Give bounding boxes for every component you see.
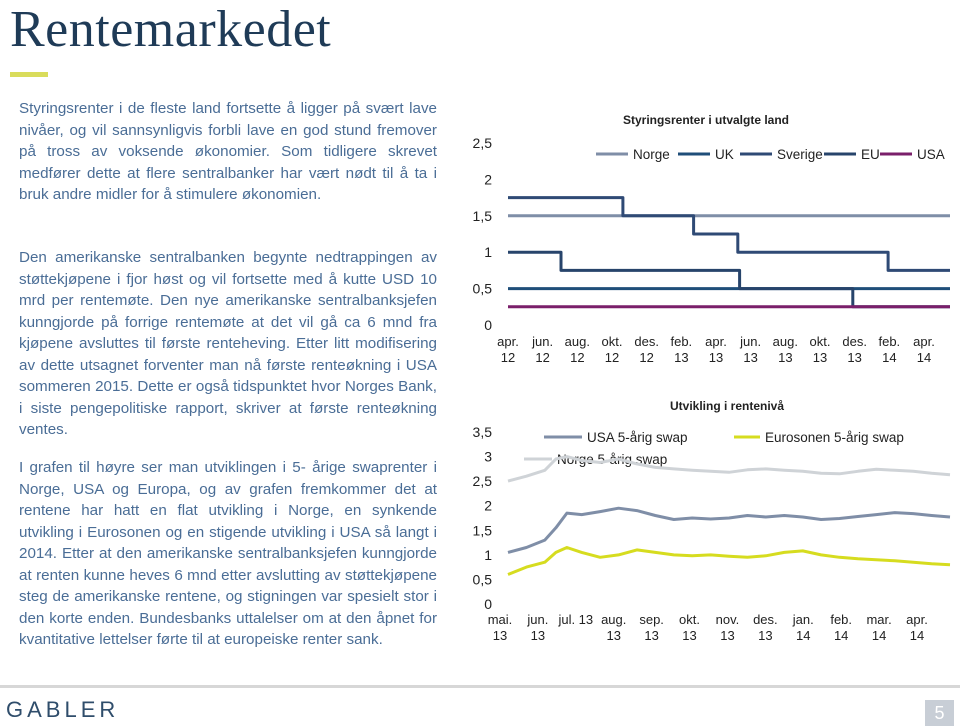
series-line bbox=[508, 548, 950, 575]
footer-divider bbox=[0, 685, 960, 688]
x-tick-label: jun. 13 bbox=[740, 334, 762, 365]
x-tick-label: apr. 14 bbox=[906, 612, 928, 643]
x-tick-label: jul. 13 bbox=[558, 612, 594, 627]
chart-swap-rates bbox=[462, 396, 960, 652]
legend-label: Sverige bbox=[777, 147, 823, 162]
legend-label: Eurosonen 5-årig swap bbox=[765, 430, 904, 445]
x-tick-label: feb. 14 bbox=[878, 334, 901, 365]
paragraph-policy-rates: Styringsrenter i de fleste land fortsette å ligger på svært lave nivåer, og vil sannsynligvis forbli lave en god stund fremover på tross av voksende økonomier. Som tidligere skrevet medfører dette at flere sentralbanker har vært nødt til å ta i bruk andre midler for å stimulere økonomien. bbox=[19, 100, 437, 203]
legend-label: USA bbox=[917, 147, 945, 162]
y-tick-label: 2,5 bbox=[472, 473, 492, 490]
y-tick-label: 0,5 bbox=[472, 280, 492, 297]
x-tick-label: sep. 13 bbox=[639, 612, 664, 643]
y-tick-label: 1,5 bbox=[472, 522, 492, 539]
x-tick-label: aug. 12 bbox=[564, 334, 590, 365]
x-tick-label: des. 12 bbox=[634, 334, 659, 365]
legend-label: Norge bbox=[633, 147, 670, 162]
x-tick-label: jun. 12 bbox=[532, 334, 554, 365]
x-tick-label: nov. 13 bbox=[715, 612, 740, 643]
paragraph-swap-rates: I grafen til høyre ser man utviklingen i 5- årige swaprenter i Norge, USA og Europa, og av grafen fremkommer det at rentene har hatt en flat utvikling i Norge, en synkende utvikling i Eurosonen og en stigende utvikling i USA så langt i 2014. Etter at den amerikanske sentralbanksjefen kunngjorde at renten kunne heves 6 mnd etter avslutting av støttekjøpene steg de amerikanske rentene, og stigningen var spesielt stor i den korte enden. Bundesbanks uttalelser om at den åpnet for kvantitative lettelser førte til at europeiske renter sank. bbox=[19, 459, 437, 648]
y-tick-label: 0 bbox=[484, 317, 492, 333]
series-line bbox=[508, 252, 950, 307]
x-tick-label: aug. 13 bbox=[601, 612, 627, 643]
x-tick-label: apr. 12 bbox=[497, 334, 519, 365]
x-tick-label: des. 13 bbox=[753, 612, 778, 643]
y-tick-label: 1,5 bbox=[472, 207, 492, 224]
y-tick-label: 3 bbox=[484, 448, 492, 465]
y-tick-label: 2,5 bbox=[472, 135, 492, 151]
x-tick-label: des. 13 bbox=[842, 334, 867, 365]
x-tick-label: feb. 13 bbox=[670, 334, 693, 365]
chart-title: Styringsrenter i utvalgte land bbox=[622, 113, 790, 127]
x-tick-label: okt. 12 bbox=[601, 334, 623, 365]
y-tick-label: 1 bbox=[484, 244, 492, 261]
y-tick-label: 2 bbox=[484, 171, 492, 188]
x-tick-label: mai. 13 bbox=[487, 612, 513, 643]
y-tick-label: 0 bbox=[484, 596, 492, 612]
y-tick-label: 1 bbox=[484, 546, 492, 563]
title-accent-bar bbox=[10, 72, 48, 77]
y-tick-label: 3,5 bbox=[472, 424, 492, 440]
x-tick-label: jun. 13 bbox=[527, 612, 549, 643]
legend-label: USA 5-årig swap bbox=[587, 430, 688, 445]
x-tick-label: mar. 14 bbox=[866, 612, 892, 643]
x-tick-label: jan. 14 bbox=[792, 612, 814, 643]
series-line bbox=[508, 198, 950, 271]
legend-label: EU bbox=[861, 147, 880, 162]
chart-policy-rates bbox=[462, 110, 960, 368]
x-tick-label: okt. 13 bbox=[679, 612, 701, 643]
x-tick-label: feb. 14 bbox=[830, 612, 853, 643]
legend-label: UK bbox=[715, 147, 734, 162]
legend-label: Norge 5-årig swap bbox=[557, 452, 668, 467]
x-tick-label: apr. 13 bbox=[705, 334, 727, 365]
x-tick-label: aug. 13 bbox=[772, 334, 798, 365]
x-tick-label: okt. 13 bbox=[809, 334, 831, 365]
y-tick-label: 2 bbox=[484, 497, 492, 514]
x-tick-label: apr. 14 bbox=[913, 334, 935, 365]
y-tick-label: 0,5 bbox=[472, 571, 492, 588]
chart-title: Utvikling i rentenivå bbox=[669, 399, 785, 413]
page-number: 5 bbox=[925, 700, 954, 726]
page-title: Rentemarkedet bbox=[10, 1, 332, 58]
paragraph-fed-tapering: Den amerikanske sentralbanken begynte nedtrappingen av støttekjøpene i fjor høst og vil fortsette med å kutte USD 10 mrd per rentemøte. Den nye amerikanske sentralbanksjefen kunngjorde på forrige rentemøte at det vil gå ca 6 mnd fra kjøpene avsluttes til første renteheving. Etter litt modifisering av dette utsagnet forventer man nå første renteøkning i USA sommeren 2015. Dette er også tidspunktet hvor Norges Bank, i siste pengepolitiske rapport, skriver at første renteøkning ventes. bbox=[19, 249, 437, 438]
series-line bbox=[508, 508, 950, 552]
company-logo: GABLER bbox=[6, 697, 120, 722]
